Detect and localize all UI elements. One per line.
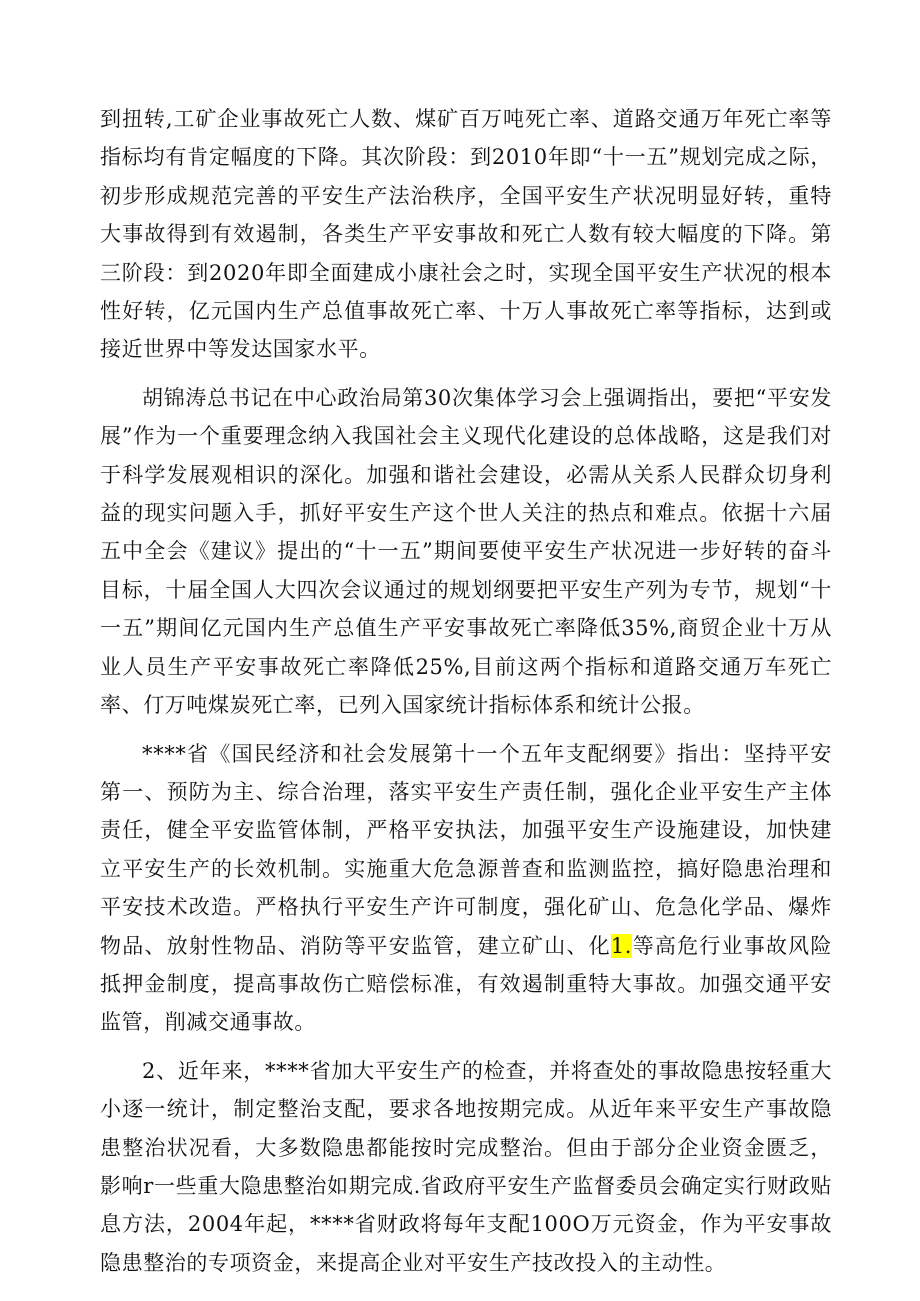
paragraph-3-text-after: 等高危行业事故风险抵押金制度，提高事故伤亡赔偿标准，有效遏制重特大事故。加强交通平安监管，削减交通事故。 bbox=[100, 933, 832, 1035]
paragraph-3-text-before: ****省《国民经济和社会发展第十一个五年支配纲要》指出：坚持平安第一、预防为主、综合治理，落实平安生产责任制，强化企业平安生产主体责任，健全平安监管体制，严格平安执法，加强平安生产设施建设，加快建立平安生产的长效机制。实施重大危急源普查和监测监控，搞好隐患治理和平安技术改造。严格执行平安生产许可制度，强化矿山、危急化学品、爆炸物品、放射性物品、消防等平安监管，建立矿山、化 bbox=[100, 741, 832, 958]
paragraph-4: 2、近年来，****省加大平安生产的检查，并将查处的事故隐患按轻重大小逐一统计，制定整治支配，要求各地按期完成。从近年来平安生产事故隐患整治状况看，大多数隐患都能按时完成整治。但由于部分企业资金匮乏，影响r一些重大隐患整治如期完成.省政府平安生产监督委员会确定实行财政贴息方法，2004年起，****省财政将每年支配100O万元资金，作为平安事故隐患整治的专项资金，来提高企业对平安生产技改投入的主动性。 bbox=[100, 1058, 832, 1275]
paragraph-3 bbox=[100, 735, 832, 1042]
paragraph-2: 胡锦涛总书记在中心政治局第30次集体学习会上强调指出，要把“平安发展”作为一个重要理念纳入我国社会主义现代化建设的总体战略，这是我们对于科学发展观相识的深化。加强和谐社会建设，必需从关系人民群众切身利益的现实问题入手，抓好平安生产这个世人关注的热点和难点。依据十六届五中全会《建议》提出的“十一五”期间要使平安生产状况进一步好转的奋斗目标，十届全国人大四次会议通过的规划纲要把平安生产列为专节，规划“十一五”期间亿元国内生产总值生产平安事故死亡率降低35%,商贸企业十万从业人员生产平安事故死亡率降低25%,目前这两个指标和道路交通万车死亡率、仃万吨煤炭死亡率，已列入国家统计指标体系和统计公报。 bbox=[100, 385, 832, 718]
highlighted-marker: 1. bbox=[610, 933, 633, 958]
paragraph-1: 到扭转,工矿企业事故死亡人数、煤矿百万吨死亡率、道路交通万年死亡率等指标均有肯定幅度的下降。其次阶段：到2010年即“十一五”规划完成之际，初步形成规范完善的平安生产法治秩序，全国平安生产状况明显好转，重特大事故得到有效遏制，各类生产平安事故和死亡人数有较大幅度的下降。第三阶段：到2020年即全面建成小康社会之时，实现全国平安生产状况的根本性好转，亿元国内生产总值事故死亡率、十万人事故死亡率等指标，达到或接近世界中等发达国家水平。 bbox=[100, 107, 832, 362]
